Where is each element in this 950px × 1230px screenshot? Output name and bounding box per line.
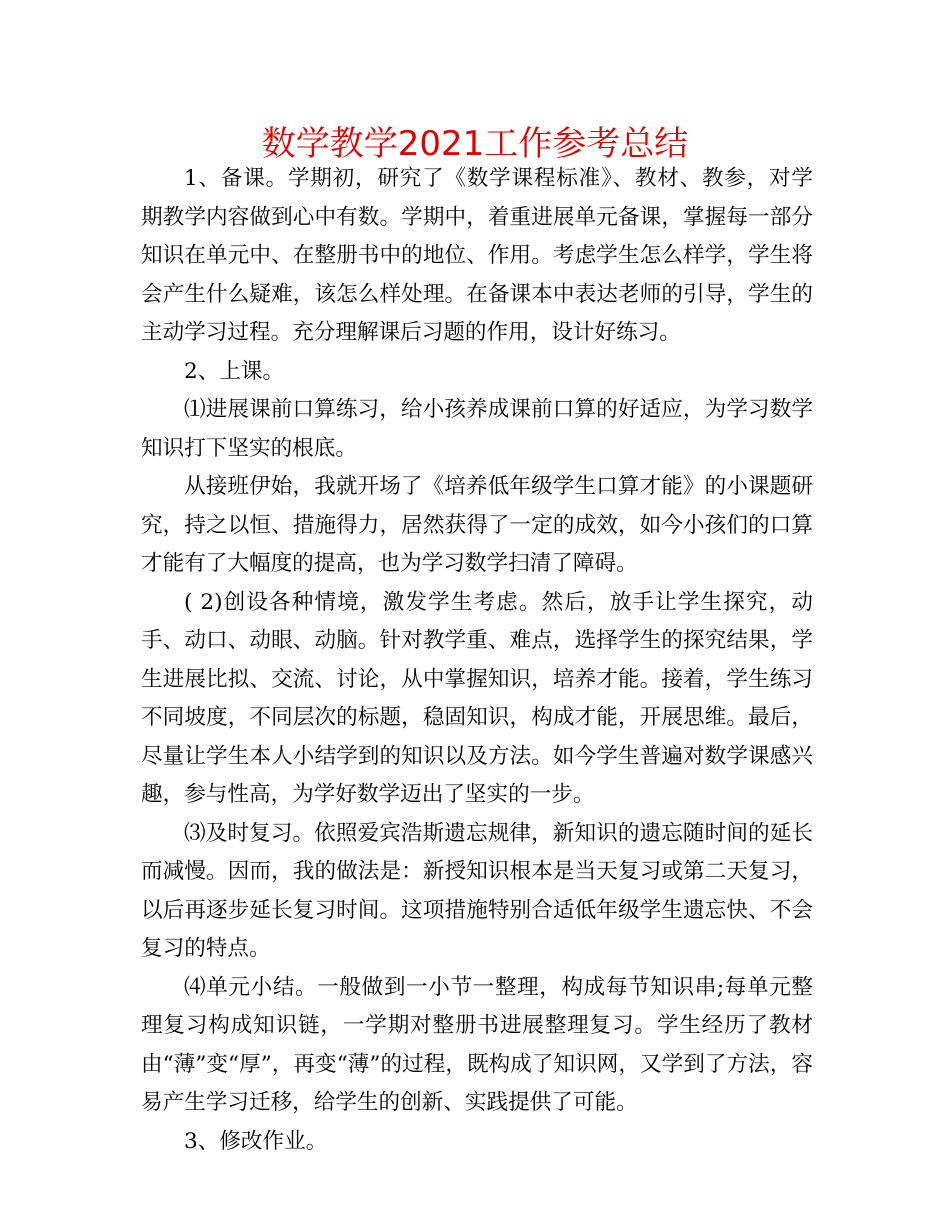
paragraph-research-project: 从接班伊始，我就开场了《培养低年级学生口算才能》的小课题研究，持之以恒、措施得力，居然获得了一定的成效，如今小孩们的口算才能有了大幅度的提高，也为学习数学扫清了障碍。: [141, 474, 813, 576]
paragraph-homework-heading: 3、修改作业。: [184, 1128, 328, 1154]
document-title: 数学教学2021工作参考总结: [261, 124, 689, 164]
paragraph-unit-summary: ⑷单元小结。一般做到一小节一整理，构成每节知识串;每单元整理复习构成知识链，一学期对整册书进展整理复习。学生经历了教材由“薄”变“厚”，再变“薄”的过程，既构成了知识网，又学到了方法，容易产生学习迁移，给学生的创新、实践提供了可能。: [141, 974, 813, 1115]
paragraph-scenarios: ( 2)创设各种情境，激发学生考虑。然后，放手让学生探究，动手、动口、动眼、动脑。针对教学重、难点，选择学生的探究结果，学生进展比拟、交流、讨论，从中掌握知识，培养才能。接着，学生练习不同坡度，不同层次的标题，稳固知识，构成才能，开展思维。最后，尽量让学生本人小结学到的知识以及方法。如今学生普遍对数学课感兴趣，参与性高，为学好数学迈出了坚实的一步。: [141, 589, 813, 807]
paragraph-class-heading: 2、上课。: [184, 358, 285, 384]
paragraph-oral-calculation: ⑴进展课前口算练习，给小孩养成课前口算的好适应，为学习数学知识打下坚实的根底。: [141, 397, 813, 461]
document-body: [141, 160, 813, 1161]
paragraph-lesson-prep: 1、备课。学期初，研究了《数学课程标准》、教材、教参，对学期教学内容做到心中有数。学期中，着重进展单元备课，掌握每一部分知识在单元中、在整册书中的地位、作用。考虑学生怎么样学，学生将会产生什么疑难，该怎么样处理。在备课本中表达老师的引导，学生的主动学习过程。充分理解课后习题的作用，设计好练习。: [141, 166, 813, 345]
paragraph-review: ⑶及时复习。依照爱宾浩斯遗忘规律，新知识的遗忘随时间的延长而减慢。因而，我的做法是：新授知识根本是当天复习或第二天复习，以后再逐步延长复习时间。这项措施特别合适低年级学生遗忘快、不会复习的特点。: [141, 820, 813, 961]
